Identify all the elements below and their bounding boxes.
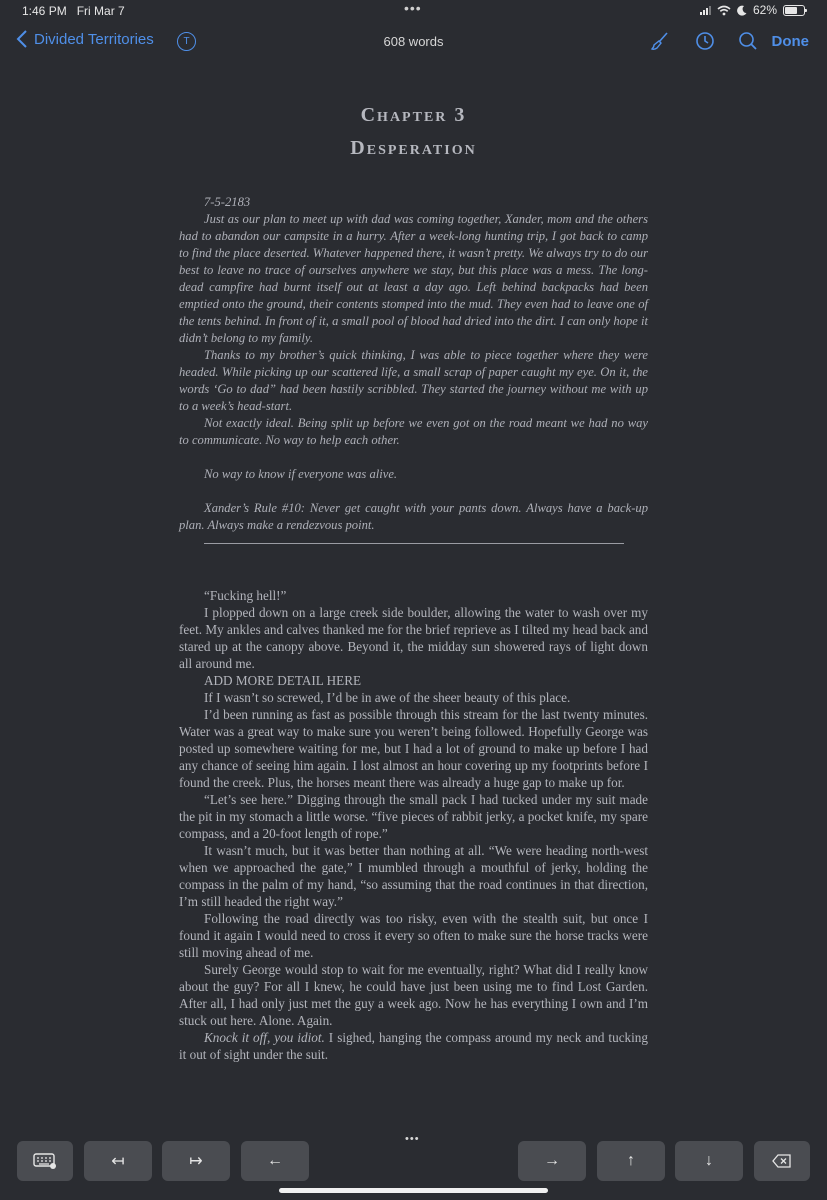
journal-alive-line: No way to know if everyone was alive. (204, 467, 398, 481)
journal-paragraph: Not exactly ideal. Being split up before we even got on the road meant we had no way to communicate. No way to help each other. (179, 416, 648, 447)
status-bar (0, 0, 827, 22)
journal-paragraph: Just as our plan to meet up with dad was coming together, Xander, mom and the others had to abandon our campsite in a hurry. After a week-long hunting trip, I got back to camp to find the place deserted. Whatever happened there, it wasn’t pretty. We always try to do our best to leave no trace of ourselves anywhere we stay, but this place was a mess. The long-dead campfire had burnt itself out at least a day ago. Left behind backpacks had been emptied onto the ground, their contents stomped into the mud. They even had to leave one of the tents behind. In front of it, a small pool of blood had dried into the dirt. I can only hope it didn’t belong to my family. (179, 212, 648, 345)
story-paragraph: I’d been running as fast as possible through this stream for the last twenty minutes. Water was a great way to make sure you weren’t being followed. Hopefully George was posted up somewhere waiting for me, but I had a lot of ground to make up before I had any chance of seeing him again. I lost almost an hour covering up my footprints before I found the creek. Plus, the horses meant there was already a huge gap to make up for. (179, 707, 648, 790)
back-button-label: Divided Territories (34, 30, 154, 48)
story-paragraph: “Fucking hell!” (204, 588, 287, 603)
cursor-right-button[interactable] (518, 1141, 586, 1181)
story-paragraph: ADD MORE DETAIL HERE (204, 673, 362, 688)
story-paragraph: “Let’s see here.” Digging through the small pack I had tucked under my suit made the pit in my stomach a little worse. “five pieces of rabbit jerky, a pocket knife, my spare compass, and a 20-foot length of rope.” (179, 792, 648, 841)
arrow-down-icon: ↓ (705, 1152, 713, 1169)
target-badge-icon[interactable]: T (177, 32, 196, 51)
story-paragraph: If I wasn’t so screwed, I’d be in awe of the sheer beauty of this place. (204, 690, 571, 705)
arrow-up-icon: ↑ (627, 1152, 635, 1169)
story-paragraph: I plopped down on a large creek side boulder, allowing the water to wash over my feet. My ankles and calves thanked me for the brief reprieve as I tilted my head back and stared up at the canopy above. Beyond it, the midday sun showered rays of light down all around me. (179, 605, 648, 671)
word-count[interactable]: 608 words (383, 34, 444, 49)
story-paragraph: Knock it off, you idiot. I sighed, hanging the compass around my neck and tucking it out of sight under the suit. (179, 1030, 648, 1062)
battery-icon (783, 5, 805, 16)
keyboard-icon (33, 1153, 57, 1169)
cursor-down-button[interactable] (675, 1141, 743, 1181)
battery-percent: 62% (752, 3, 777, 17)
delete-icon (772, 1154, 792, 1168)
home-indicator[interactable] (279, 1188, 548, 1193)
toolbar-handle-icon[interactable]: ••• (405, 1133, 420, 1145)
status-time: 1:46 PM Fri Mar 7 (22, 4, 125, 18)
outdent-button[interactable] (84, 1141, 152, 1181)
indent-increase-icon: ↦ (189, 1153, 203, 1170)
journal-paragraph: Thanks to my brother’s quick thinking, I was able to piece together where they were headed. While picking up our scattered life, a small scrap of paper caught my eye. On it, the words ‘Go to dad” had been hastily scribbled. They started the journey without me with up to a week’s head-start. (179, 348, 648, 413)
chapter-number: Chapter 3 (360, 104, 467, 126)
paintbrush-icon[interactable] (650, 31, 670, 51)
arrow-right-icon: → (544, 1152, 560, 1169)
multitasking-dots-icon[interactable]: ••• (404, 0, 422, 16)
moon-icon (737, 5, 747, 16)
cursor-up-button[interactable] (597, 1141, 665, 1181)
indent-button[interactable] (162, 1141, 230, 1181)
wifi-icon (717, 5, 731, 16)
indent-decrease-icon: ↤ (111, 1153, 125, 1170)
cursor-left-button[interactable] (241, 1141, 309, 1181)
section-divider (204, 543, 624, 544)
story-paragraph: It wasn’t much, but it was better than nothing at all. “We were heading north-west when we approached the gate,” I mumbled through a mouthful of jerky, holding the compass in the palm of my hand, “so assuming that the road continues in that direction, I’m still headed the right way.” (179, 843, 648, 909)
done-button[interactable]: Done (771, 33, 809, 50)
story-paragraph: Surely George would stop to wait for me eventually, right? What did I really know about the guy? For all I knew, he could have just been using me to find Lost Garden. After all, I had only just met the guy a week ago. Now he has everything I own and I’m stuck out here. Alone. Again. (179, 962, 648, 1028)
status-right (700, 3, 805, 17)
story-italic-thought: Knock it off, you idiot. (204, 1030, 325, 1045)
chapter-title: Desperation (350, 137, 477, 159)
clock-icon[interactable] (695, 31, 715, 51)
journal-date: 7-5-2183 (204, 195, 251, 209)
story-paragraph: Following the road directly was too risky, even with the stealth suit, but once I found it again I would need to cross it every so often to make sure the horse tracks were still moving ahead of me. (179, 911, 648, 960)
delete-forward-button[interactable] (754, 1141, 810, 1181)
cellular-signal-icon (700, 5, 711, 15)
journal-rule: Xander’s Rule #10: Never get caught with your pants down. Always have a back-up plan. Always make a rendezvous point. (179, 501, 648, 532)
arrow-left-icon: ← (267, 1152, 283, 1169)
search-icon[interactable] (738, 31, 758, 51)
journal-entry[interactable] (179, 194, 648, 534)
story-body[interactable] (179, 587, 648, 1063)
keyboard-dismiss-button[interactable] (17, 1141, 73, 1181)
nav-bar (0, 26, 827, 58)
